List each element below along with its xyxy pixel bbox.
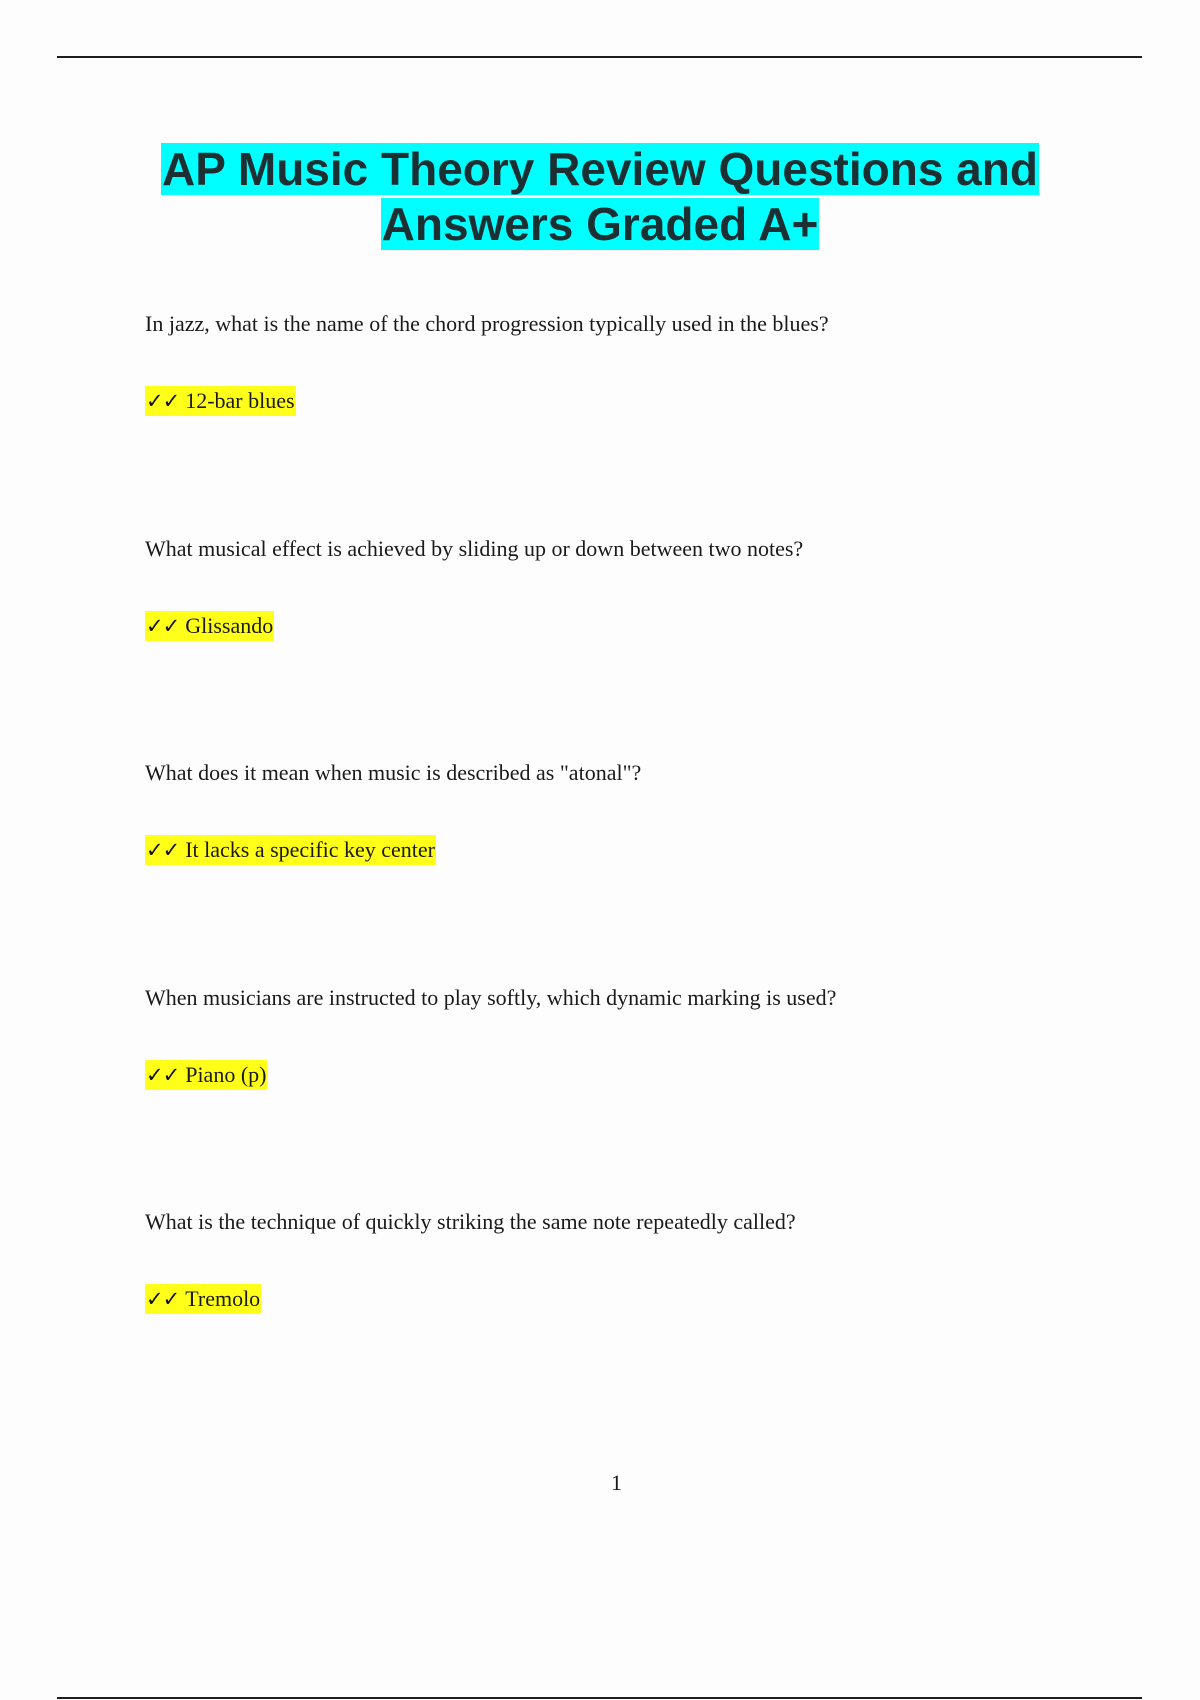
answer-text: It lacks a specific key center xyxy=(185,837,436,862)
double-check-icon: ✓✓ xyxy=(146,1287,180,1311)
double-check-icon: ✓✓ xyxy=(146,614,180,638)
title-line-1: AP Music Theory Review Questions and xyxy=(162,143,1038,195)
page-number: 1 xyxy=(611,1470,622,1495)
title-line-2: Answers Graded A+ xyxy=(381,198,819,250)
question-text: In jazz, what is the name of the chord progression typically used in the blues? xyxy=(145,311,829,336)
qa-item-2 xyxy=(145,535,1125,641)
double-check-icon: ✓✓ xyxy=(146,1063,180,1087)
qa-item-4 xyxy=(145,984,1125,1090)
document-title xyxy=(100,142,1100,252)
question-text: What musical effect is achieved by sliding up or down between two notes? xyxy=(145,536,804,561)
answer-text: Glissando xyxy=(185,613,274,638)
question-text: When musicians are instructed to play softly, which dynamic marking is used? xyxy=(145,985,837,1010)
answer-text: 12-bar blues xyxy=(185,388,295,413)
answer xyxy=(145,1060,1125,1090)
answer-text: Piano (p) xyxy=(185,1062,267,1087)
top-rule xyxy=(57,56,1142,58)
answer-highlight xyxy=(145,1284,261,1314)
double-check-icon: ✓✓ xyxy=(146,389,180,413)
answer-text: Tremolo xyxy=(185,1286,261,1311)
answer xyxy=(145,1284,1125,1314)
qa-item-3 xyxy=(145,759,1125,865)
double-check-icon: ✓✓ xyxy=(146,838,180,862)
question-text: What does it mean when music is described as "atonal"? xyxy=(145,760,642,785)
qa-item-5 xyxy=(145,1208,1125,1314)
answer-highlight xyxy=(145,835,436,865)
answer-highlight xyxy=(145,386,296,416)
answer xyxy=(145,611,1125,641)
qa-item-1 xyxy=(145,310,1125,416)
question-text: What is the technique of quickly striking the same note repeatedly called? xyxy=(145,1209,796,1234)
answer xyxy=(145,386,1125,416)
bottom-rule xyxy=(57,1697,1142,1699)
answer-highlight xyxy=(145,1060,267,1090)
answer xyxy=(145,835,1125,865)
answer-highlight xyxy=(145,611,274,641)
